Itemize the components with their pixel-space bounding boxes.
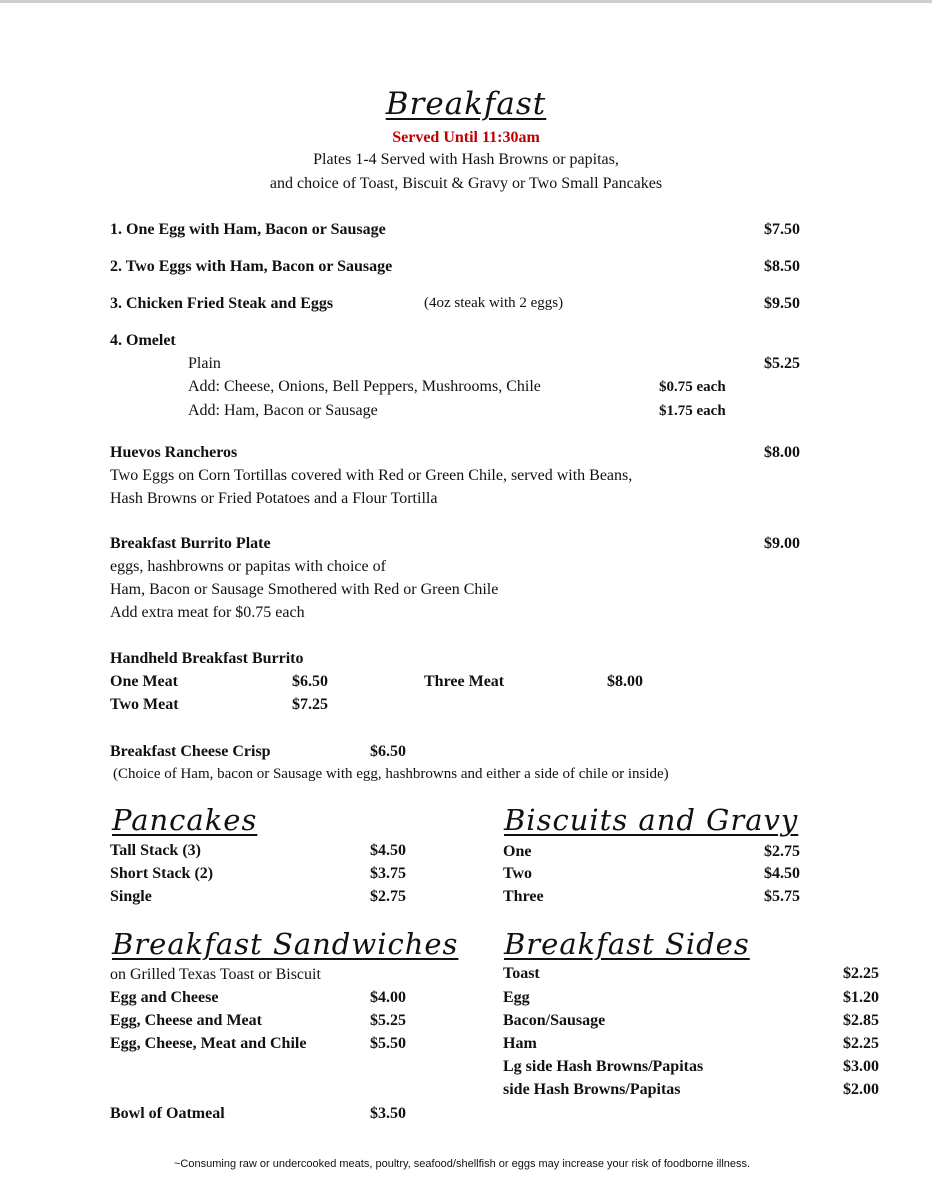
cheese-crisp-desc: (Choice of Ham, bacon or Sausage with egg, hashbrowns and either a side of chile or inside) <box>113 766 669 782</box>
sides-item: Lg side Hash Browns/Papitas <box>503 1058 704 1075</box>
burrito-plate-desc2: Ham, Bacon or Sausage Smothered with Red or Green Chile <box>110 581 499 598</box>
foodborne-disclaimer: ~Consuming raw or undercooked meats, poultry, seafood/shellfish or eggs may increase your risk of foodborne illness. <box>174 1158 751 1170</box>
plates-note-line2: and choice of Toast, Biscuit & Gravy or Two Small Pancakes <box>269 175 663 192</box>
plate-3-note: (4oz steak with 2 eggs) <box>424 295 564 311</box>
huevos-desc1: Two Eggs on Corn Tortillas covered with Red or Green Chile, served with Beans, <box>110 467 633 484</box>
top-border <box>0 0 932 3</box>
pancakes-title: Pancakes <box>112 803 258 837</box>
handheld-one-price: $6.50 <box>292 673 328 690</box>
handheld-two-label: Two Meat <box>110 696 179 713</box>
page-title: Breakfast <box>385 86 547 122</box>
burrito-plate-price: $9.00 <box>764 535 800 552</box>
sides-price: $2.00 <box>843 1081 879 1098</box>
plates-note-line1: Plates 1-4 Served with Hash Browns or papitas, <box>313 151 619 168</box>
sides-price: $2.85 <box>843 1012 879 1029</box>
plate-2-price: $8.50 <box>764 258 800 275</box>
sides-item: Egg <box>503 989 530 1006</box>
handheld-three-price: $8.00 <box>607 673 643 690</box>
pancakes-price: $4.50 <box>370 842 406 859</box>
sides-price: $2.25 <box>843 1035 879 1052</box>
sides-item: side Hash Browns/Papitas <box>503 1081 681 1098</box>
huevos-price: $8.00 <box>764 444 800 461</box>
biscuits-item: One <box>503 843 532 860</box>
omelet-add2-price: $1.75 each <box>659 403 726 419</box>
sides-price: $1.20 <box>843 989 879 1006</box>
sides-title: Breakfast Sides <box>504 927 750 961</box>
omelet-plain: Plain <box>188 355 221 372</box>
sides-price: $3.00 <box>843 1058 879 1075</box>
omelet-add1-price: $0.75 each <box>659 379 726 395</box>
handheld-name: Handheld Breakfast Burrito <box>110 650 304 667</box>
sides-item: Bacon/Sausage <box>503 1012 606 1029</box>
burrito-plate-desc3: Add extra meat for $0.75 each <box>110 604 305 621</box>
sandwiches-subtitle: on Grilled Texas Toast or Biscuit <box>110 966 321 983</box>
sandwiches-item: Egg, Cheese, Meat and Chile <box>110 1035 307 1052</box>
plate-1-price: $7.50 <box>764 221 800 238</box>
huevos-name: Huevos Rancheros <box>110 444 238 461</box>
omelet-name: 4. Omelet <box>110 332 176 349</box>
oatmeal-name: Bowl of Oatmeal <box>110 1105 225 1122</box>
sides-item: Toast <box>503 965 540 982</box>
biscuits-item: Three <box>503 888 544 905</box>
plate-2-name: 2. Two Eggs with Ham, Bacon or Sausage <box>110 258 393 275</box>
huevos-desc2: Hash Browns or Fried Potatoes and a Flour Tortilla <box>110 490 438 507</box>
pancakes-price: $2.75 <box>370 888 406 905</box>
pancakes-item: Tall Stack (3) <box>110 842 201 859</box>
pancakes-item: Single <box>110 888 152 905</box>
biscuits-price: $2.75 <box>764 843 800 860</box>
oatmeal-price: $3.50 <box>370 1105 406 1122</box>
biscuits-title: Biscuits and Gravy <box>504 803 799 837</box>
plate-3-price: $9.50 <box>764 295 800 312</box>
sides-item: Ham <box>503 1035 537 1052</box>
biscuits-item: Two <box>503 865 533 882</box>
pancakes-price: $3.75 <box>370 865 406 882</box>
handheld-one-label: One Meat <box>110 673 178 690</box>
plate-3-name: 3. Chicken Fried Steak and Eggs <box>110 295 334 312</box>
biscuits-price: $4.50 <box>764 865 800 882</box>
handheld-two-price: $7.25 <box>292 696 328 713</box>
pancakes-item: Short Stack (2) <box>110 865 214 882</box>
served-until: Served Until 11:30am <box>392 129 540 146</box>
sides-price: $2.25 <box>843 965 879 982</box>
sandwiches-title: Breakfast Sandwiches <box>112 927 459 961</box>
cheese-crisp-price: $6.50 <box>370 743 406 760</box>
plate-1-name: 1. One Egg with Ham, Bacon or Sausage <box>110 221 386 238</box>
sandwiches-price: $4.00 <box>370 989 406 1006</box>
sandwiches-price: $5.50 <box>370 1035 406 1052</box>
handheld-three-label: Three Meat <box>424 673 505 690</box>
sandwiches-item: Egg, Cheese and Meat <box>110 1012 262 1029</box>
omelet-plain-price: $5.25 <box>764 355 800 372</box>
burrito-plate-desc1: eggs, hashbrowns or papitas with choice of <box>110 558 386 575</box>
cheese-crisp-name: Breakfast Cheese Crisp <box>110 743 271 760</box>
burrito-plate-name: Breakfast Burrito Plate <box>110 535 271 552</box>
omelet-add1: Add: Cheese, Onions, Bell Peppers, Mushrooms, Chile <box>188 378 541 395</box>
sandwiches-item: Egg and Cheese <box>110 989 219 1006</box>
sandwiches-price: $5.25 <box>370 1012 406 1029</box>
omelet-add2: Add: Ham, Bacon or Sausage <box>188 402 378 419</box>
biscuits-price: $5.75 <box>764 888 800 905</box>
